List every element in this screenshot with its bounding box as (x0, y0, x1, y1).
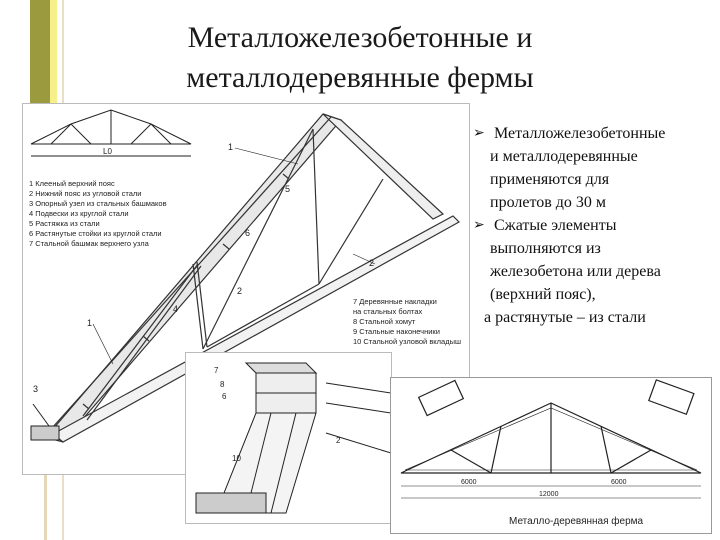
dim-right: 6000 (611, 479, 627, 486)
title-line-1: Металложелезобетонные и (187, 21, 533, 54)
callout: 2 (237, 286, 243, 296)
legend2-item: 8 Стальной хомут (353, 317, 416, 326)
callout: 2 (369, 258, 375, 268)
node-detail-drawing (185, 352, 392, 524)
arrow-bullet-icon: ➢ (473, 125, 485, 141)
bullet-item (470, 122, 718, 145)
svg-text:7: 7 (214, 366, 219, 375)
title-line-2: металлодеревянные фермы (186, 61, 534, 94)
legend-item: 7 Стальной башмак верхнего узла (29, 239, 149, 248)
legend-item: 2 Нижний пояс из угловой стали (29, 189, 142, 198)
slide-title (70, 18, 650, 98)
legend2-item: 10 Стальной узловой вкладыш (353, 337, 461, 346)
bullet-line: выполняются из (490, 240, 601, 257)
legend-item: 1 Клееный верхний пояс (29, 179, 115, 188)
dim-total: 12000 (539, 491, 559, 498)
bullet-line: применяются для (490, 171, 610, 188)
legend-item: 5 Растяжка из стали (29, 219, 100, 228)
svg-text:6: 6 (222, 392, 227, 401)
svg-text:2: 2 (336, 436, 341, 445)
bullet-line: пролетов до 30 м (490, 194, 607, 211)
node-detail-svg (186, 353, 391, 523)
bullet-list (470, 122, 718, 329)
bullet-line: железобетона или дерева (490, 263, 661, 280)
bullet-line: Сжатые элементы (494, 217, 617, 234)
callout: 1 (228, 142, 234, 152)
legend2-item: 7 Деревянные накладки (353, 297, 437, 306)
callout: 5 (285, 184, 291, 194)
bullet-item (470, 214, 718, 237)
metal-timber-truss-drawing (390, 377, 712, 534)
bullet-line: Металложелезобетонные (494, 125, 666, 142)
legend2-item: на стальных болтах (353, 307, 423, 316)
callout: 3 (33, 384, 39, 394)
span-label: L0 (103, 147, 112, 156)
bullet-line: и металлодеревянные (490, 148, 638, 165)
arrow-bullet-icon: ➢ (473, 217, 485, 233)
legend-item: 4 Подвески из круглой стали (29, 209, 129, 218)
callout: 1 (87, 318, 93, 328)
figure-caption: Металло-деревянная ферма (509, 516, 644, 527)
legend-item: 6 Растянутые стойки из круглой стали (29, 229, 162, 238)
bullet-line: а растянутые – из стали (484, 309, 646, 326)
metal-timber-truss-svg (391, 378, 711, 533)
svg-text:8: 8 (220, 380, 225, 389)
legend2-item: 9 Стальные наконечники (353, 327, 440, 336)
svg-text:10: 10 (232, 454, 241, 463)
callout: 6 (245, 228, 251, 238)
callout: 4 (173, 304, 179, 314)
legend-item: 3 Опорный узел из стальных башмаков (29, 199, 167, 208)
bullet-line: (верхний пояс), (490, 286, 596, 303)
dim-left: 6000 (461, 479, 477, 486)
